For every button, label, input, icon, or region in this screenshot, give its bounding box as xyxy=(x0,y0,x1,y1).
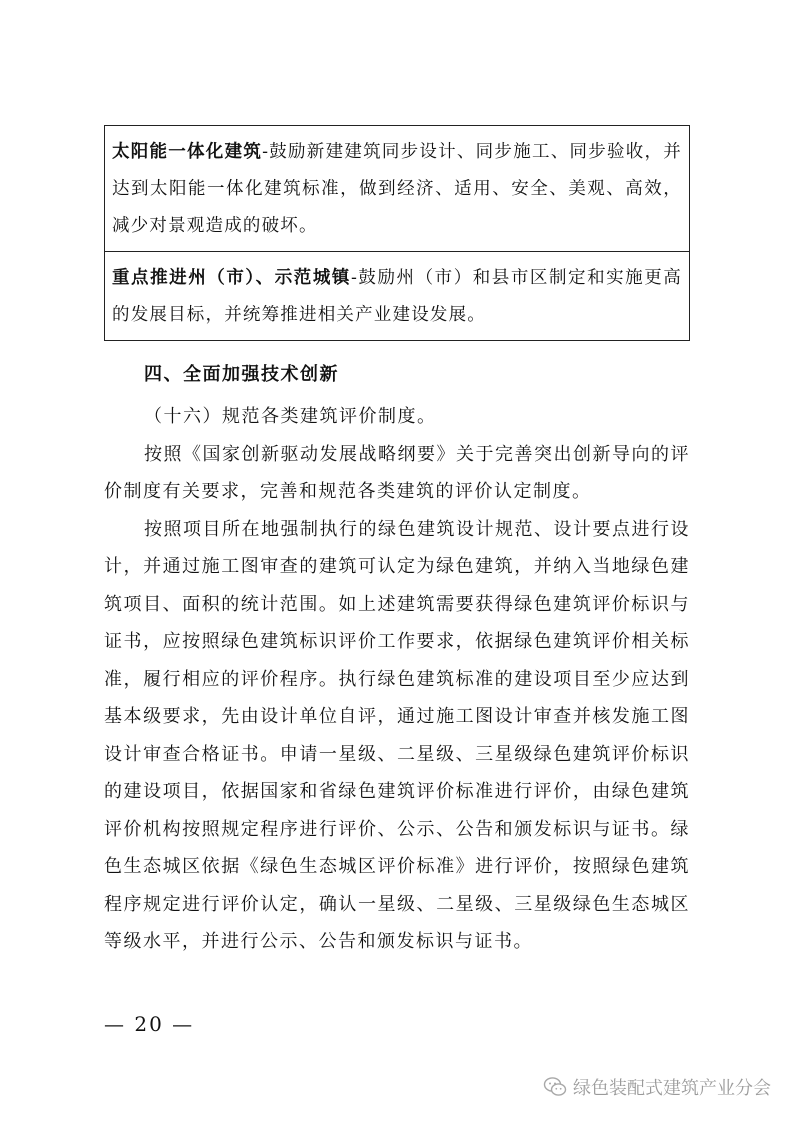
row-title: 太阳能一体化建筑 xyxy=(112,142,263,162)
table-row-solar xyxy=(105,126,689,251)
row-text: -鼓励新建建筑同步设计、同步施工、同步验收，并达到太阳能一体化建筑标准，做到经济、适用、安全、美观、高效，减少对景观造成的破坏。 xyxy=(112,142,682,236)
page-number: — 20 — xyxy=(104,1012,195,1036)
row-title: 重点推进州（市）、示范城镇 xyxy=(112,268,351,288)
paragraph: 按照项目所在地强制执行的绿色建筑设计规范、设计要点进行设计，并通过施工图审查的建筑可认定为绿色建筑，并纳入当地绿色建筑项目、面积的统计范围。如上述建筑需要获得绿色建筑评价标识与证书，应按照绿色建筑标识评价工作要求，依据绿色建筑评价相关标准，履行相应的评价程序。执行绿色建筑标准的建设项目至少应达到基本级要求，先由设计单位自评，通过施工图设计审查并核发施工图设计审查合格证书。申请一星级、二星级、三星级绿色建筑评价标识的建设项目，依据国家和省绿色建筑评价标准进行评价，由绿色建筑评价机构按照规定程序进行评价、公示、公告和颁发标识与证书。绿色生态城区依据《绿色生态城区评价标准》进行评价，按照绿色建筑程序规定进行评价认定，确认一星级、二星级、三星级绿色生态城区等级水平，并进行公示、公告和颁发标识与证书。 xyxy=(104,518,690,952)
wechat-icon xyxy=(543,1076,567,1098)
table-row-demo-towns xyxy=(105,251,689,340)
row-text: -鼓励州（市）和县市区制定和实施更高的发展目标，并统筹推进相关产业建设发展。 xyxy=(112,268,682,325)
watermark-text: 绿色装配式建筑产业分会 xyxy=(573,1078,771,1099)
watermark xyxy=(543,1074,771,1100)
sub-heading: （十六）规范各类建筑评价制度。 xyxy=(144,406,437,427)
section-heading: 四、全面加强技术创新 xyxy=(144,364,339,385)
paragraph: 按照《国家创新驱动发展战略纲要》关于完善突出创新导向的评价制度有关要求，完善和规范各类建筑的评价认定制度。 xyxy=(104,443,690,502)
policy-table xyxy=(104,125,690,341)
document-body xyxy=(104,356,690,961)
